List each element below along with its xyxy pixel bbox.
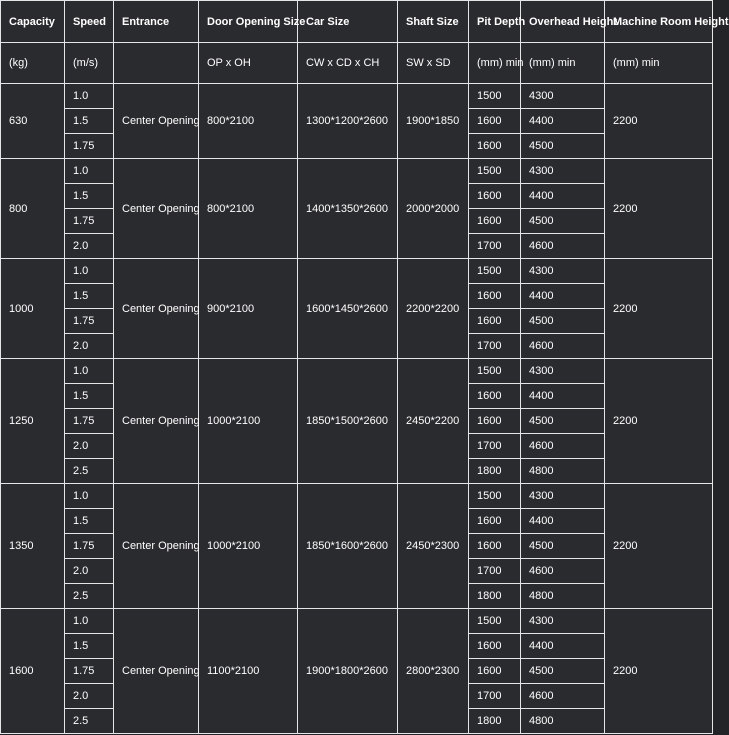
door-opening-cell: 1000*2100 <box>199 484 298 609</box>
pit-depth-cell: 1500 <box>469 609 521 634</box>
pit-depth-cell: 1500 <box>469 484 521 509</box>
pit-depth-cell: 1600 <box>469 109 521 134</box>
overhead-height-cell: 4600 <box>521 334 605 359</box>
header-machine-room-height: Machine Room Height <box>605 1 713 43</box>
capacity-cell: 1350 <box>1 484 65 609</box>
overhead-height-cell: 4400 <box>521 184 605 209</box>
pit-depth-cell: 1600 <box>469 209 521 234</box>
unit-door-opening-size: OP x OH <box>199 43 298 84</box>
unit-machine-room-height: (mm) min <box>605 43 713 84</box>
pit-depth-cell: 1700 <box>469 684 521 709</box>
overhead-height-cell: 4800 <box>521 584 605 609</box>
speed-cell: 1.75 <box>65 134 114 159</box>
table-row <box>1 484 713 509</box>
car-size-cell: 1900*1800*2600 <box>298 609 398 734</box>
pit-depth-cell: 1500 <box>469 84 521 109</box>
header-door-opening-size: Door Opening Size <box>199 1 298 43</box>
overhead-height-cell: 4500 <box>521 409 605 434</box>
speed-cell: 1.0 <box>65 609 114 634</box>
speed-cell: 2.0 <box>65 559 114 584</box>
door-opening-cell: 1100*2100 <box>199 609 298 734</box>
overhead-height-cell: 4300 <box>521 359 605 384</box>
unit-pit-depth: (mm) min <box>469 43 521 84</box>
overhead-height-cell: 4300 <box>521 609 605 634</box>
overhead-height-cell: 4500 <box>521 534 605 559</box>
unit-car-size: CW x CD x CH <box>298 43 398 84</box>
entrance-cell: Center Opening <box>114 359 199 484</box>
speed-cell: 1.5 <box>65 509 114 534</box>
overhead-height-cell: 4400 <box>521 284 605 309</box>
header-row <box>1 1 713 43</box>
pit-depth-cell: 1600 <box>469 634 521 659</box>
table-row <box>1 84 713 109</box>
speed-cell: 2.0 <box>65 434 114 459</box>
overhead-height-cell: 4500 <box>521 309 605 334</box>
pit-depth-cell: 1600 <box>469 509 521 534</box>
speed-cell: 1.0 <box>65 484 114 509</box>
header-shaft-size: Shaft Size <box>398 1 469 43</box>
overhead-height-cell: 4600 <box>521 234 605 259</box>
table-row <box>1 609 713 634</box>
pit-depth-cell: 1600 <box>469 659 521 684</box>
entrance-cell: Center Opening <box>114 484 199 609</box>
speed-cell: 1.0 <box>65 359 114 384</box>
unit-capacity: (kg) <box>1 43 65 84</box>
speed-cell: 1.75 <box>65 659 114 684</box>
pit-depth-cell: 1700 <box>469 559 521 584</box>
speed-cell: 2.5 <box>65 584 114 609</box>
table-body <box>1 1 729 734</box>
capacity-cell: 1600 <box>1 609 65 734</box>
shaft-size-cell: 2450*2300 <box>398 484 469 609</box>
shaft-size-cell: 1900*1850 <box>398 84 469 159</box>
units-row <box>1 43 713 84</box>
entrance-cell: Center Opening <box>114 84 199 159</box>
overhead-height-cell: 4300 <box>521 84 605 109</box>
car-size-cell: 1850*1500*2600 <box>298 359 398 484</box>
speed-cell: 2.0 <box>65 234 114 259</box>
pit-depth-cell: 1800 <box>469 584 521 609</box>
table-row <box>1 359 713 384</box>
speed-cell: 1.75 <box>65 209 114 234</box>
overhead-height-cell: 4500 <box>521 134 605 159</box>
door-opening-cell: 900*2100 <box>199 259 298 359</box>
machine-room-height-cell: 2200 <box>605 359 713 484</box>
pit-depth-cell: 1700 <box>469 434 521 459</box>
pit-depth-cell: 1600 <box>469 409 521 434</box>
car-size-cell: 1600*1450*2600 <box>298 259 398 359</box>
header-overhead-height: Overhead Height <box>521 1 605 43</box>
pit-depth-cell: 1600 <box>469 134 521 159</box>
machine-room-height-cell: 2200 <box>605 84 713 159</box>
overhead-height-cell: 4300 <box>521 159 605 184</box>
overhead-height-cell: 4800 <box>521 459 605 484</box>
capacity-cell: 630 <box>1 84 65 159</box>
overhead-height-cell: 4600 <box>521 559 605 584</box>
entrance-cell: Center Opening <box>114 259 199 359</box>
speed-cell: 1.5 <box>65 109 114 134</box>
unit-entrance <box>114 43 199 84</box>
shaft-size-cell: 2200*2200 <box>398 259 469 359</box>
overhead-height-cell: 4400 <box>521 384 605 409</box>
table-row <box>1 259 713 284</box>
machine-room-height-cell: 2200 <box>605 484 713 609</box>
overhead-height-cell: 4300 <box>521 484 605 509</box>
pit-depth-cell: 1800 <box>469 709 521 734</box>
door-opening-cell: 800*2100 <box>199 84 298 159</box>
unit-overhead-height: (mm) min <box>521 43 605 84</box>
door-opening-cell: 800*2100 <box>199 159 298 259</box>
machine-room-height-cell: 2200 <box>605 159 713 259</box>
overhead-height-cell: 4600 <box>521 684 605 709</box>
speed-cell: 1.5 <box>65 184 114 209</box>
car-size-cell: 1850*1600*2600 <box>298 484 398 609</box>
header-entrance: Entrance <box>114 1 199 43</box>
entrance-cell: Center Opening <box>114 159 199 259</box>
header-pit-depth: Pit Depth <box>469 1 521 43</box>
speed-cell: 1.0 <box>65 259 114 284</box>
car-size-cell: 1300*1200*2600 <box>298 84 398 159</box>
speed-cell: 1.5 <box>65 384 114 409</box>
pit-depth-cell: 1600 <box>469 284 521 309</box>
shaft-size-cell: 2800*2300 <box>398 609 469 734</box>
shaft-size-cell: 2450*2200 <box>398 359 469 484</box>
speed-cell: 2.5 <box>65 709 114 734</box>
pit-depth-cell: 1500 <box>469 359 521 384</box>
overhead-height-cell: 4300 <box>521 259 605 284</box>
speed-cell: 2.5 <box>65 459 114 484</box>
shaft-size-cell: 2000*2000 <box>398 159 469 259</box>
speed-cell: 1.5 <box>65 284 114 309</box>
table-row <box>1 159 713 184</box>
overhead-height-cell: 4400 <box>521 509 605 534</box>
header-speed: Speed <box>65 1 114 43</box>
header-car-size: Car Size <box>298 1 398 43</box>
pit-depth-cell: 1600 <box>469 534 521 559</box>
pit-depth-cell: 1700 <box>469 234 521 259</box>
pit-depth-cell: 1600 <box>469 309 521 334</box>
speed-cell: 1.5 <box>65 634 114 659</box>
pit-depth-cell: 1500 <box>469 259 521 284</box>
unit-shaft-size: SW x SD <box>398 43 469 84</box>
machine-room-height-cell: 2200 <box>605 259 713 359</box>
pit-depth-cell: 1700 <box>469 334 521 359</box>
pit-depth-cell: 1600 <box>469 384 521 409</box>
pit-depth-cell: 1800 <box>469 459 521 484</box>
speed-cell: 1.0 <box>65 159 114 184</box>
overhead-height-cell: 4500 <box>521 659 605 684</box>
overhead-height-cell: 4800 <box>521 709 605 734</box>
machine-room-height-cell: 2200 <box>605 609 713 734</box>
pit-depth-cell: 1600 <box>469 184 521 209</box>
capacity-cell: 1250 <box>1 359 65 484</box>
unit-speed: (m/s) <box>65 43 114 84</box>
overhead-height-cell: 4600 <box>521 434 605 459</box>
header-capacity: Capacity <box>1 1 65 43</box>
overhead-height-cell: 4400 <box>521 634 605 659</box>
capacity-cell: 800 <box>1 159 65 259</box>
speed-cell: 1.75 <box>65 534 114 559</box>
speed-cell: 2.0 <box>65 334 114 359</box>
capacity-cell: 1000 <box>1 259 65 359</box>
overhead-height-cell: 4400 <box>521 109 605 134</box>
overhead-height-cell: 4500 <box>521 209 605 234</box>
entrance-cell: Center Opening <box>114 609 199 734</box>
speed-cell: 2.0 <box>65 684 114 709</box>
speed-cell: 1.75 <box>65 409 114 434</box>
car-size-cell: 1400*1350*2600 <box>298 159 398 259</box>
speed-cell: 1.75 <box>65 309 114 334</box>
speed-cell: 1.0 <box>65 84 114 109</box>
door-opening-cell: 1000*2100 <box>199 359 298 484</box>
pit-depth-cell: 1500 <box>469 159 521 184</box>
